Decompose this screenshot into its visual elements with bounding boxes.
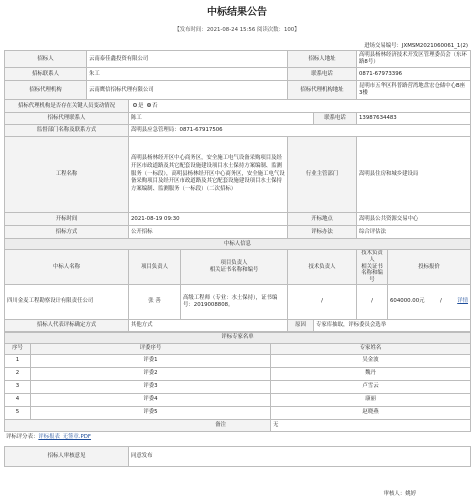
tenderer-address-value: 高明县杨林经济技术开发区管理委员会（东环路8号）: [357, 51, 471, 68]
reviewer-signature: 审核人：姚婷: [383, 491, 416, 498]
winner-tech: /: [288, 284, 357, 319]
col-winner: 中标人名称: [5, 250, 129, 285]
col-tech-cert: 技术负责人 相关证书名称和编号: [357, 250, 388, 285]
remarks-label: 备注: [5, 419, 271, 431]
expert-seq: 评委1: [31, 354, 271, 367]
contact-phone-value: 0871-67973396: [357, 68, 471, 81]
project-name-label: 工程名称: [5, 137, 129, 213]
info-table: [4, 50, 471, 332]
expert-no: 2: [5, 367, 31, 380]
expert-row: [5, 393, 471, 406]
tenderer-label: 招标人: [5, 51, 87, 68]
winner-name: 四川金麦工程勘察设计有限责任公司: [5, 284, 129, 319]
expert-row: [5, 354, 471, 367]
eval-method-label: 评标办法: [288, 226, 357, 239]
expert-no: 3: [5, 380, 31, 393]
col-expert-name: 专家姓名: [271, 343, 471, 354]
agency-address-label: 招标代理机构地址: [288, 81, 357, 100]
review-opinion-value: 同意发布: [129, 446, 471, 466]
radio-no-label: 否: [152, 102, 158, 109]
winner-price-cell: [388, 284, 471, 319]
project-name-value: 高明县杨林经开区中心商务区，安全施工电气设备采购项目及经开区市政道路及其它配套设施建设项目水土保持方案编制、监测服务（一标段），高明县杨林经开区中心商务区，安全施工电气设备采购项目及经开区市政道路及其它配套设施建设项目水土保持方案编制、监测服务（一标段）（二次招标）: [129, 137, 288, 213]
files-label: 评标评分表：: [6, 433, 39, 440]
col-tech: 技术负责人: [288, 250, 357, 285]
files-row: [4, 432, 470, 442]
agency-value: 云南鹰信招标代理有限公司: [87, 81, 288, 100]
key-personnel-radios: [129, 100, 471, 113]
experts-table: [4, 332, 471, 432]
industry-dept-label: 行业主管部门: [288, 137, 357, 213]
eval-method-value: 综合评估法: [357, 226, 471, 239]
expert-seq: 评委2: [31, 367, 271, 380]
agency-contact-label: 招标代理联系人: [5, 113, 129, 125]
expert-row: [5, 367, 471, 380]
col-bid-price: 投标报价: [388, 250, 471, 285]
winner-row: [5, 284, 471, 319]
rep-method-label: 招标人代表评标确定方式: [5, 319, 129, 331]
publish-meta: 【发布时间：2021-08-24 15:56 阅读次数：100】: [174, 27, 300, 33]
col-pm-cert: 项目负责人 相关证书名称和编号: [181, 250, 288, 285]
expert-name: 卢雪云: [271, 380, 471, 393]
tenderer-address-label: 招标人地址: [288, 51, 357, 68]
radio-no[interactable]: [147, 103, 151, 107]
rep-method-value: 其他方式: [129, 319, 288, 331]
winner-pm-cert: 高级工程师（专业：水土保持），证书编号：2019008808。: [181, 284, 288, 319]
review-opinion-label: 招标人审核意见: [5, 446, 129, 466]
expert-name: 魏丹: [271, 367, 471, 380]
open-time-value: 2021-08-19 09:30: [129, 213, 288, 226]
radio-yes-label: 是: [138, 102, 144, 109]
reason-label: 原因: [288, 319, 314, 331]
expert-name: 赵晓燕: [271, 406, 471, 419]
reason-value: 专家库抽取，评标委员会选举: [314, 319, 471, 331]
winner-section-title: 中标人信息: [5, 239, 471, 250]
agency-label: 招标代理机构: [5, 81, 87, 100]
tender-method-label: 招标方式: [5, 226, 129, 239]
industry-dept-value: 嵩明县住房和城乡建设局: [357, 137, 471, 213]
agency-address-value: 昆明市五华区科普路营湾地盘宏仓储中心B座3楼: [357, 81, 471, 100]
remarks-value: 无: [271, 419, 471, 431]
review-table: [4, 446, 471, 467]
open-place-value: 嵩明县公共资源交易中心: [357, 213, 471, 226]
winner-bid-price: 604000.00元: [390, 298, 425, 305]
open-time-label: 开标时间: [5, 213, 129, 226]
supervisor-label: 监督部门名称及联系方式: [5, 125, 129, 137]
col-no: 序号: [5, 343, 31, 354]
expert-row: [5, 380, 471, 393]
expert-seq: 评委5: [31, 406, 271, 419]
tenderer-value: 云南泰佳鑫投资有限公司: [87, 51, 288, 68]
file-download-link[interactable]: 评标报表_无签章.PDF: [38, 433, 92, 440]
tender-method-value: 公开招标: [129, 226, 288, 239]
winner-pm: 张 善: [129, 284, 181, 319]
col-pm: 项目负责人: [129, 250, 181, 285]
col-expert-seq: 评委序号: [31, 343, 271, 354]
expert-seq: 评委3: [31, 380, 271, 393]
agency-contact-value: 陈工: [129, 113, 314, 125]
expert-no: 4: [5, 393, 31, 406]
contact-label: 招标联系人: [5, 68, 87, 81]
expert-name: 康丽: [271, 393, 471, 406]
page-title: 中标结果公告: [207, 7, 267, 18]
experts-section-title: 评标专家名单: [5, 332, 471, 343]
project-code: 进场交易编号：JXMSM2021060061_1(2): [364, 43, 468, 49]
contact-value: 朱工: [87, 68, 288, 81]
expert-seq: 评委4: [31, 393, 271, 406]
winner-slash: /: [439, 298, 442, 305]
winner-tech-cert: /: [357, 284, 388, 319]
supervisor-value: 嵩明县应急管理局：0871-67917506: [129, 125, 471, 137]
contact-phone-label: 联系电话: [288, 68, 357, 81]
expert-row: [5, 406, 471, 419]
expert-name: 吴金波: [271, 354, 471, 367]
winner-detail-link[interactable]: 详情: [457, 298, 469, 305]
expert-no: 5: [5, 406, 31, 419]
open-place-label: 开标地点: [288, 213, 357, 226]
key-personnel-label: 招标代理机构是否存在关键人员变动情况: [5, 100, 129, 113]
agency-phone-label: 联系电话: [314, 113, 357, 125]
radio-yes[interactable]: [133, 103, 137, 107]
expert-no: 1: [5, 354, 31, 367]
agency-phone-value: 13987634483: [357, 113, 471, 125]
